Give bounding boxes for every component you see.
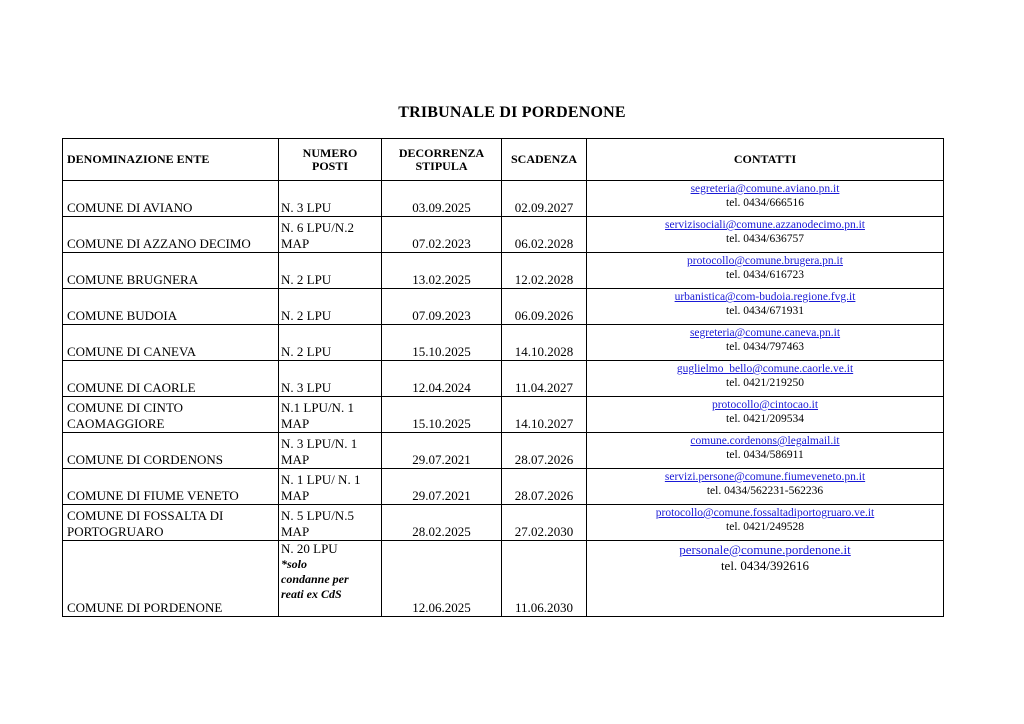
email-link[interactable]: protocollo@comune.brugera.pn.it: [687, 255, 843, 267]
table-header-row: [63, 139, 944, 181]
contatti-cell: [587, 433, 944, 469]
posti-value: N. 20 LPU: [281, 541, 338, 556]
decorrenza-cell: 07.09.2023: [382, 289, 502, 325]
posti-cell: [279, 397, 382, 433]
decorrenza-cell: 13.02.2025: [382, 253, 502, 289]
decorrenza-cell: 12.06.2025: [382, 541, 502, 617]
decorrenza-cell: 15.10.2025: [382, 325, 502, 361]
contatti-cell: [587, 253, 944, 289]
posti-value: N.1 LPU/N. 1: [281, 400, 354, 415]
posti-value: N. 1 LPU/ N. 1: [281, 472, 361, 487]
table-row: [63, 181, 944, 217]
posti-value-cont: MAP: [281, 488, 310, 503]
email-link[interactable]: personale@comune.pordenone.it: [679, 542, 851, 557]
header-decorrenza: [382, 139, 502, 181]
posti-cell: [279, 181, 382, 217]
ente-cell: [63, 361, 279, 397]
phone-number: tel. 0434/586911: [726, 449, 804, 461]
ente-cell: [63, 469, 279, 505]
ente-name: COMUNE BUDOIA: [67, 308, 178, 323]
table-row: [63, 289, 944, 325]
contatti-cell: [587, 325, 944, 361]
table-row: [63, 541, 944, 617]
table-row: [63, 397, 944, 433]
scadenza-cell: 06.02.2028: [502, 217, 587, 253]
ente-cell: [63, 181, 279, 217]
phone-number: tel. 0434/636757: [726, 233, 804, 245]
scadenza-cell: 28.07.2026: [502, 433, 587, 469]
contatti-cell: [587, 361, 944, 397]
table-row: [63, 217, 944, 253]
contatti-cell: [587, 397, 944, 433]
posti-value-cont: MAP: [281, 416, 310, 431]
header-contatti: CONTATTI: [587, 139, 944, 181]
decorrenza-cell: 28.02.2025: [382, 505, 502, 541]
contatti-cell: [587, 181, 944, 217]
posti-value-cont: MAP: [281, 452, 310, 467]
scadenza-cell: 11.04.2027: [502, 361, 587, 397]
posti-value: N. 2 LPU: [281, 308, 332, 323]
posti-cell: [279, 433, 382, 469]
header-ente: DENOMINAZIONE ENTE: [63, 139, 279, 181]
phone-number: tel. 0434/392616: [720, 558, 810, 573]
posti-value: N. 3 LPU/N. 1: [281, 436, 358, 451]
posti-cell: [279, 325, 382, 361]
contatti-cell: [587, 541, 944, 617]
email-link[interactable]: segreteria@comune.aviano.pn.it: [690, 183, 840, 195]
posti-cell: [279, 289, 382, 325]
header-scadenza: SCADENZA: [502, 139, 587, 181]
scadenza-cell: 11.06.2030: [502, 541, 587, 617]
ente-name-cont: CAOMAGGIORE: [67, 416, 165, 431]
posti-cell: [279, 505, 382, 541]
posti-value: N. 5 LPU/N.5: [281, 508, 354, 523]
scadenza-cell: 14.10.2028: [502, 325, 587, 361]
email-link[interactable]: guglielmo_bello@comune.caorle.ve.it: [676, 363, 854, 375]
email-link[interactable]: protocollo@cintocao.it: [711, 399, 819, 411]
posti-cell: [279, 541, 382, 617]
ente-name: COMUNE DI CANEVA: [67, 344, 197, 359]
ente-cell: [63, 217, 279, 253]
header-posti: [279, 139, 382, 181]
posti-cell: [279, 361, 382, 397]
scadenza-cell: 27.02.2030: [502, 505, 587, 541]
scadenza-cell: 12.02.2028: [502, 253, 587, 289]
table-row: [63, 361, 944, 397]
email-link[interactable]: urbanistica@com-budoia.regione.fvg.it: [674, 291, 856, 303]
scadenza-cell: 14.10.2027: [502, 397, 587, 433]
email-link[interactable]: comune.cordenons@legalmail.it: [690, 435, 840, 447]
posti-value: N. 3 LPU: [281, 200, 332, 215]
ente-cell: [63, 253, 279, 289]
entities-table: [62, 138, 944, 617]
phone-number: tel. 0421/209534: [726, 413, 804, 425]
table-row: [63, 469, 944, 505]
posti-note-line3: reati ex CdS: [281, 587, 342, 601]
ente-cell: [63, 433, 279, 469]
decorrenza-cell: 12.04.2024: [382, 361, 502, 397]
scadenza-cell: 02.09.2027: [502, 181, 587, 217]
phone-number: tel. 0434/562231-562236: [706, 485, 824, 497]
phone-number: tel. 0421/249528: [726, 521, 804, 533]
ente-name: COMUNE DI CAORLE: [67, 380, 196, 395]
header-posti-line1: NUMERO: [302, 145, 358, 160]
posti-cell: [279, 253, 382, 289]
table-row: [63, 253, 944, 289]
posti-cell: [279, 469, 382, 505]
header-decorrenza-line2: STIPULA: [415, 158, 468, 173]
phone-number: tel. 0434/797463: [726, 341, 804, 353]
ente-name-cont: PORTOGRUARO: [67, 524, 164, 539]
table-row: [63, 433, 944, 469]
contatti-cell: [587, 289, 944, 325]
ente-name: COMUNE DI FIUME VENETO: [67, 488, 239, 503]
phone-number: tel. 0434/616723: [726, 269, 804, 281]
ente-name: COMUNE DI FOSSALTA DI: [67, 508, 224, 523]
email-link[interactable]: protocollo@comune.fossaltadiportogruaro.ve.it: [655, 507, 875, 519]
email-link[interactable]: servizisociali@comune.azzanodecimo.pn.it: [665, 219, 865, 231]
ente-cell: [63, 505, 279, 541]
posti-cell: [279, 217, 382, 253]
posti-value-cont: MAP: [281, 236, 310, 251]
decorrenza-cell: 07.02.2023: [382, 217, 502, 253]
table-row: [63, 505, 944, 541]
contatti-cell: [587, 469, 944, 505]
ente-cell: [63, 397, 279, 433]
contatti-cell: [587, 217, 944, 253]
posti-note-line2: condanne per: [281, 572, 349, 586]
table-row: [63, 325, 944, 361]
ente-cell: [63, 325, 279, 361]
email-link[interactable]: segreteria@comune.caneva.pn.it: [689, 327, 841, 339]
posti-value-cont: MAP: [281, 524, 310, 539]
contatti-cell: [587, 505, 944, 541]
header-posti-line2: POSTI: [311, 158, 348, 173]
posti-value: N. 2 LPU: [281, 344, 332, 359]
posti-value: N. 2 LPU: [281, 272, 332, 287]
decorrenza-cell: 29.07.2021: [382, 433, 502, 469]
posti-value: N. 6 LPU/N.2: [281, 220, 354, 235]
ente-name: COMUNE DI CORDENONS: [67, 452, 224, 467]
phone-number: tel. 0434/666516: [726, 197, 804, 209]
ente-cell: [63, 289, 279, 325]
ente-name: COMUNE DI AZZANO DECIMO: [67, 236, 251, 251]
posti-note-line1: *solo: [281, 557, 308, 571]
decorrenza-cell: 29.07.2021: [382, 469, 502, 505]
decorrenza-cell: 15.10.2025: [382, 397, 502, 433]
scadenza-cell: 06.09.2026: [502, 289, 587, 325]
ente-cell: COMUNE DI PORDENONE: [63, 541, 279, 617]
ente-name: COMUNE BRUGNERA: [67, 272, 199, 287]
posti-value: N. 3 LPU: [281, 380, 332, 395]
phone-number: tel. 0421/219250: [726, 377, 804, 389]
phone-number: tel. 0434/671931: [726, 305, 804, 317]
ente-name: COMUNE DI AVIANO: [67, 200, 193, 215]
ente-name: COMUNE DI CINTO: [67, 400, 184, 415]
header-decorrenza-line1: DECORRENZA: [398, 145, 485, 160]
decorrenza-cell: 03.09.2025: [382, 181, 502, 217]
email-link[interactable]: servizi.persone@comune.fiumeveneto.pn.it: [664, 471, 866, 483]
scadenza-cell: 28.07.2026: [502, 469, 587, 505]
page-title: TRIBUNALE DI PORDENONE: [398, 104, 626, 121]
